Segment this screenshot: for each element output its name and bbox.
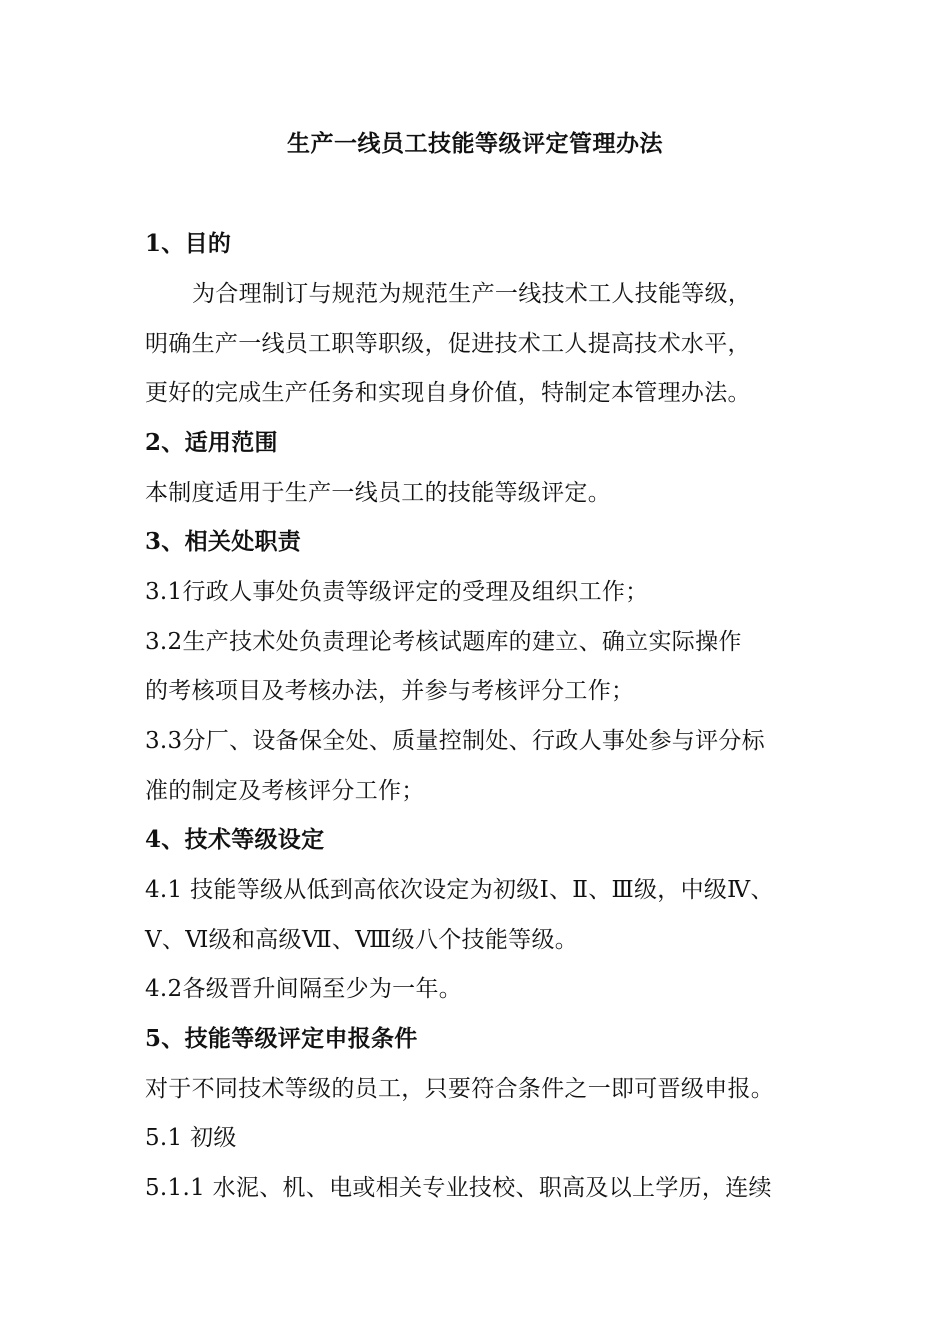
paragraph-line: 4.2各级晋升间隔至少为一年。 [145, 976, 463, 1002]
section-heading-application-conditions: 5、技能等级评定申报条件 [145, 1025, 418, 1052]
paragraph-line: 5.1 初级 [145, 1125, 237, 1151]
paragraph-line: 3.3分厂、设备保全处、质量控制处、行政人事处参与评分标 [145, 728, 765, 754]
document-title: 生产一线员工技能等级评定管理办法 [287, 130, 663, 157]
section-heading-scope: 2、适用范围 [145, 429, 278, 456]
paragraph-line: 5.1.1 水泥、机、电或相关专业技校、职高及以上学历，连续 [145, 1175, 772, 1201]
paragraph-line: Ⅴ、Ⅵ级和高级Ⅶ、Ⅷ级八个技能等级。 [145, 927, 579, 953]
section-heading-purpose: 1、目的 [145, 230, 232, 257]
section-heading-grade-setting: 4、技术等级设定 [145, 826, 325, 853]
paragraph-line: 本制度适用于生产一线员工的技能等级评定。 [145, 480, 611, 506]
paragraph-line: 3.1行政人事处负责等级评定的受理及组织工作； [145, 579, 649, 605]
section-heading-responsibilities: 3、相关处职责 [145, 528, 302, 555]
paragraph-line: 4.1 技能等级从低到高依次设定为初级Ⅰ、Ⅱ、Ⅲ级，中级Ⅳ、 [145, 877, 774, 903]
paragraph-line: 的考核项目及考核办法，并参与考核评分工作； [145, 678, 635, 704]
paragraph-line: 3.2生产技术处负责理论考核试题库的建立、确立实际操作 [145, 629, 742, 655]
paragraph-line: 对于不同技术等级的员工，只要符合条件之一即可晋级申报。 [145, 1076, 775, 1102]
paragraph-line: 更好的完成生产任务和实现自身价值，特制定本管理办法。 [145, 380, 751, 406]
paragraph-line: 准的制定及考核评分工作； [145, 778, 425, 804]
paragraph-line: 为合理制订与规范为规范生产一线技术工人技能等级， [192, 281, 752, 307]
paragraph-line: 明确生产一线员工职等职级，促进技术工人提高技术水平， [145, 331, 751, 357]
